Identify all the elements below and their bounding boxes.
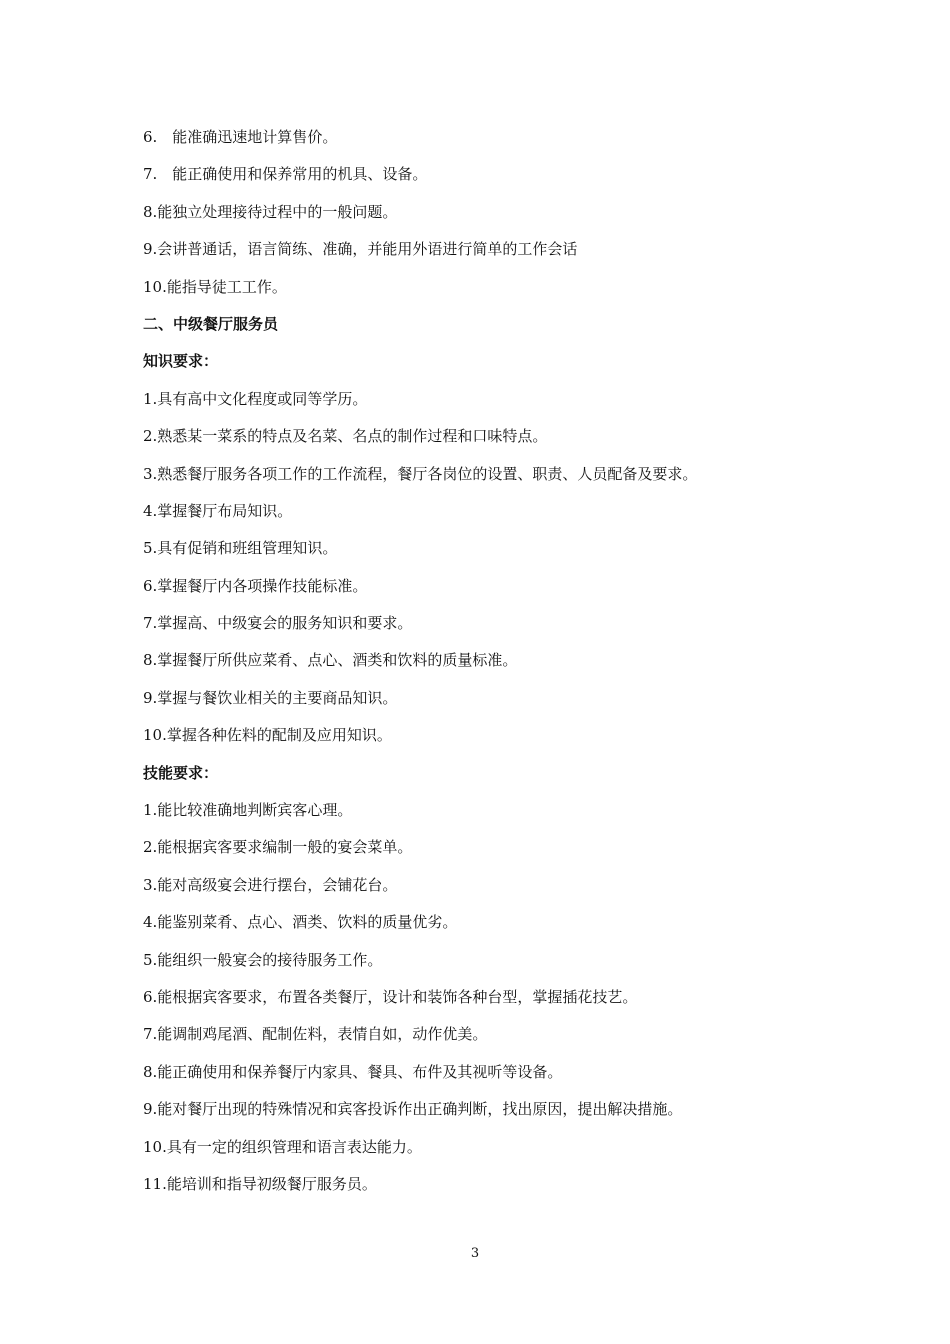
section-heading: 二、中级餐厅服务员 — [143, 314, 279, 333]
list-item: 7. 能正确使用和保养常用的机具、设备。 — [143, 165, 428, 184]
list-item: 10.掌握各种佐料的配制及应用知识。 — [143, 726, 392, 745]
list-item: 6.掌握餐厅内各项操作技能标准。 — [143, 576, 368, 595]
list-item: 7.能调制鸡尾酒、配制佐料，表情自如，动作优美。 — [143, 1025, 488, 1044]
list-item: 4.掌握餐厅布局知识。 — [143, 501, 293, 520]
list-item: 8.掌握餐厅所供应菜肴、点心、酒类和饮料的质量标准。 — [143, 651, 518, 670]
list-item: 5.具有促销和班组管理知识。 — [143, 539, 338, 558]
list-item: 2.能根据宾客要求编制一般的宴会菜单。 — [143, 838, 413, 857]
list-item: 8.能独立处理接待过程中的一般问题。 — [143, 202, 398, 221]
document-body — [143, 124, 823, 1208]
list-item: 7.掌握高、中级宴会的服务知识和要求。 — [143, 614, 413, 633]
list-item: 3.熟悉餐厅服务各项工作的工作流程，餐厅各岗位的设置、职责、人员配备及要求。 — [143, 464, 698, 483]
list-item: 10.能指导徒工工作。 — [143, 277, 287, 296]
section-heading: 知识要求： — [143, 352, 219, 371]
page-number: 3 — [470, 1246, 480, 1261]
list-item: 8.能正确使用和保养餐厅内家具、餐具、布件及其视听等设备。 — [143, 1062, 563, 1081]
list-item: 1.能比较准确地判断宾客心理。 — [143, 801, 353, 820]
list-item: 1.具有高中文化程度或同等学历。 — [143, 389, 368, 408]
list-item: 2.熟悉某一菜系的特点及名菜、名点的制作过程和口味特点。 — [143, 427, 548, 446]
section-heading: 技能要求： — [143, 763, 219, 782]
list-item: 4.能鉴别菜肴、点心、酒类、饮料的质量优劣。 — [143, 913, 458, 932]
list-item: 5.能组织一般宴会的接待服务工作。 — [143, 950, 383, 969]
list-item: 10.具有一定的组织管理和语言表达能力。 — [143, 1137, 422, 1156]
list-item: 6.能根据宾客要求，布置各类餐厅，设计和装饰各种台型，掌握插花技艺。 — [143, 987, 638, 1006]
list-item: 9.掌握与餐饮业相关的主要商品知识。 — [143, 688, 398, 707]
list-item: 3.能对高级宴会进行摆台，会铺花台。 — [143, 875, 398, 894]
list-item: 9.能对餐厅出现的特殊情况和宾客投诉作出正确判断，找出原因，提出解决措施。 — [143, 1100, 683, 1119]
list-item: 9.会讲普通话，语言简练、准确，并能用外语进行简单的工作会话 — [143, 240, 578, 259]
list-item: 6. 能准确迅速地计算售价。 — [143, 128, 338, 146]
list-item: 11.能培训和指导初级餐厅服务员。 — [143, 1174, 377, 1193]
